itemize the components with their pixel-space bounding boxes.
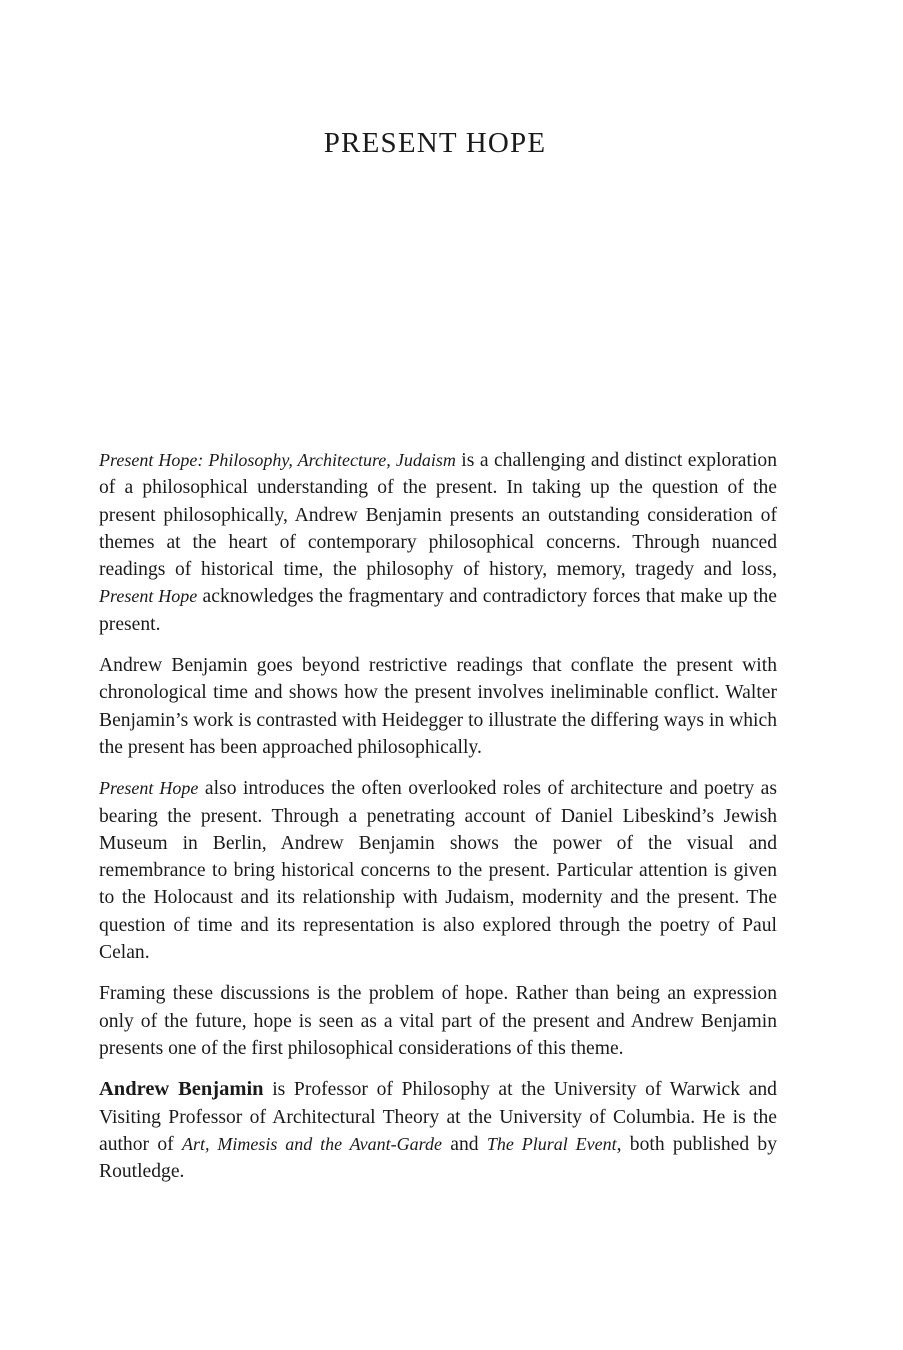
bio-text: , both published by Routledge. <box>99 1133 778 1183</box>
book-blurb <box>99 447 777 1199</box>
paragraph-text: is a challenging and distinct exploration of a philosophical understanding of the present. In taking up the question of the present philosophically, Andrew Benjamin presents an outstanding consideration of themes at the heart of contemporary philosophical concerns. Through nuanced readings of historical time, the philosophy of history, memory, tragedy and loss, <box>99 450 777 581</box>
book-title-art-mimesis: Art, Mimesis and the Avant-Garde <box>181 1133 442 1154</box>
paragraph-text: also introduces the often overlooked roles of architecture and poetry as bearing the present. Through a penetrating account of Daniel Libeskind’s Jewish Museum in Berlin, Andrew Benjamin shows the power of the visual and remembrance to bring historical concerns to the present. Particular attention is given to the Holocaust and its relationship with Judaism, modernity and the present. The question of time and its representation is also explored through the poetry of Paul Celan. <box>99 778 777 964</box>
blurb-paragraph-2 <box>99 652 777 761</box>
paragraph-text: acknowledges the fragmentary and contradictory forces that make up the present. <box>99 586 778 635</box>
bio-text: is Professor of Philosophy at the University of Warwick and Visiting Professor of Architectural Theory at the University of Columbia. He is the author of <box>99 1079 777 1155</box>
blurb-paragraph-1 <box>99 447 777 638</box>
bio-text: and <box>441 1133 487 1155</box>
paragraph-text: Andrew Benjamin goes beyond restrictive readings that conflate the present with chronological time and shows how the present involves ineliminable conflict. Walter Benjamin’s work is contrasted with Heidegger to illustrate the differing ways in which the present has been approached philosophically. <box>99 655 777 758</box>
paragraph-text: Framing these discussions is the problem of hope. Rather than being an expression only of the future, hope is seen as a vital part of the present and Andrew Benjamin presents one of the first philosophical considerations of this theme. <box>99 983 777 1059</box>
book-title-full: Present Hope: Philosophy, Architecture, Judaism <box>99 450 456 470</box>
author-bio <box>99 1076 777 1185</box>
book-title-short: Present Hope <box>99 778 199 799</box>
book-title-plural-event: The Plural Event <box>486 1133 617 1154</box>
page-title: PRESENT HOPE <box>323 127 547 159</box>
author-name: Andrew Benjamin <box>99 1078 264 1101</box>
blurb-paragraph-3 <box>99 775 777 966</box>
book-title-short: Present Hope <box>99 586 198 607</box>
blurb-paragraph-4 <box>99 980 777 1062</box>
